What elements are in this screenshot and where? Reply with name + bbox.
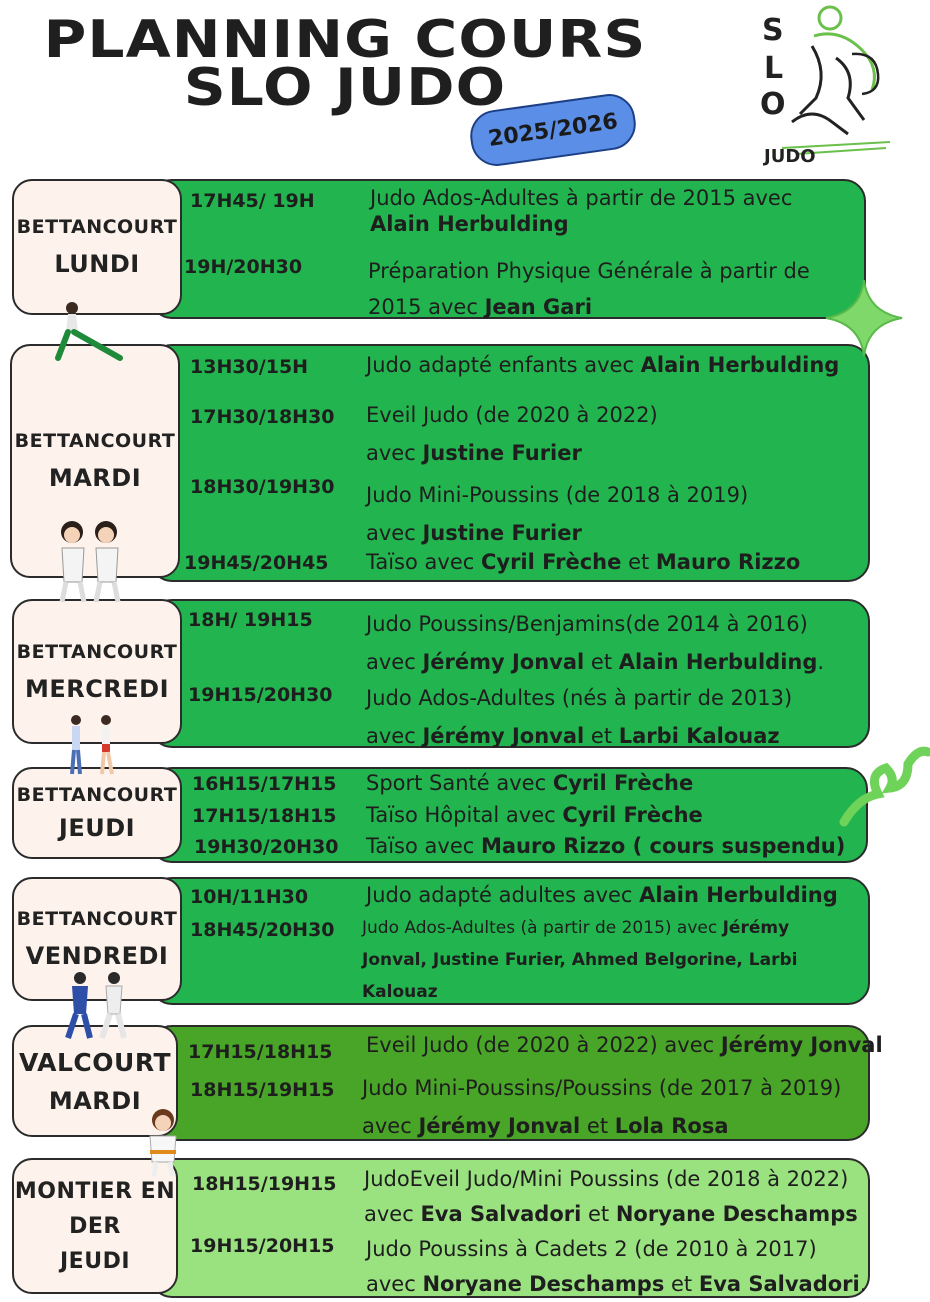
slot-description: Judo Mini-Poussins (de 2018 à 2019) avec Justine Furier — [366, 483, 749, 545]
page-title-line1: PLANNING COURS — [43, 10, 647, 70]
slot-time: 18H15/19H15 — [190, 1079, 335, 1101]
place-name: BETTANCOURT — [16, 216, 178, 238]
slot-time: 13H30/15H — [190, 356, 309, 378]
sparkle-star-icon — [824, 278, 904, 358]
day-name: MERCREDI — [24, 674, 170, 703]
slot-description: Judo Mini-Poussins/Poussins (de 2017 à 2019) avec Jérémy Jonval et Lola Rosa — [362, 1076, 842, 1138]
slot-time: 17H45/ 19H — [190, 190, 315, 212]
slot-time: 10H/11H30 — [190, 886, 309, 908]
slot-time: 19H15/20H30 — [188, 684, 333, 706]
logo-letter-l: L — [764, 51, 784, 86]
slot-time: 18H30/19H30 — [190, 476, 335, 498]
slot-description: Taïso Hôpital avec Cyril Frèche — [366, 803, 703, 827]
logo-letter-o: O — [760, 87, 786, 122]
logo-caption: JUDO — [764, 146, 816, 167]
stretching-woman-icon — [50, 300, 132, 366]
place-name: BETTANCOURT — [16, 640, 178, 663]
day-name: JEUDI — [59, 1248, 131, 1274]
club-logo — [752, 2, 902, 170]
slot-time: 19H15/20H15 — [190, 1235, 335, 1257]
season-badge: 2025/2026 — [467, 91, 639, 170]
slot-description: Eveil Judo (de 2020 à 2022) avec Justine Furier — [366, 403, 658, 465]
slot-description: Taïso avec Cyril Frèche et Mauro Rizzo — [366, 550, 801, 574]
slot-description: Préparation Physique Générale à partir de 2015 avec Jean Gari — [368, 259, 810, 319]
slot-description: Judo Poussins à Cadets 2 (de 2010 à 2017) avec Noryane Deschamps et Eva Salvadori. — [366, 1237, 867, 1296]
slot-description: JudoEveil Judo/Mini Poussins (de 2018 à 2022) avec Eva Salvadori et Noryane Deschamps — [364, 1167, 858, 1226]
day-name: MARDI — [48, 1086, 142, 1115]
day-label-montier-en-der-jeudi — [12, 1158, 178, 1294]
exercise-people-icon — [60, 712, 126, 776]
page-title-line2: SLO JUDO — [183, 58, 507, 118]
judo-fighters-icon — [60, 970, 134, 1040]
day-label-bettancourt-lundi — [12, 179, 182, 315]
slot-time: 19H45/20H45 — [184, 552, 329, 574]
day-name: LUNDI — [54, 250, 140, 278]
judo-kids-icon — [52, 518, 128, 604]
slot-time: 17H15/18H15 — [192, 805, 337, 827]
slot-description: Judo Ados-Adultes (nés à partir de 2013) avec Jérémy Jonval et Larbi Kalouaz — [366, 686, 793, 748]
logo-letter-s: S — [762, 13, 784, 48]
day-name: MARDI — [48, 464, 142, 492]
slot-description: Eveil Judo (de 2020 à 2022) avec Jérémy Jonval — [366, 1033, 883, 1057]
day-label-bettancourt-jeudi — [12, 767, 182, 859]
place-name-line1: MONTIER EN — [14, 1178, 176, 1204]
slot-description: Sport Santé avec Cyril Frèche — [366, 771, 694, 795]
place-name: BETTANCOURT — [14, 430, 176, 452]
slot-time: 18H15/19H15 — [192, 1173, 337, 1195]
slot-description: Judo adapté adultes avec Alain Herbulding — [366, 883, 838, 907]
slot-description: Judo Ados-Adultes (à partir de 2015) avec Jérémy Jonval, Justine Furier, Ahmed Belgorine, Larbi Kalouaz — [362, 918, 798, 1002]
place-name: BETTANCOURT — [16, 784, 178, 806]
place-name: BETTANCOURT — [16, 908, 178, 930]
place-name-line2: DER — [69, 1213, 121, 1239]
slot-time: 17H30/18H30 — [190, 406, 335, 428]
place-name: VALCOURT — [18, 1047, 171, 1077]
slot-description: Judo Poussins/Benjamins(de 2014 à 2016) avec Jérémy Jonval et Alain Herbulding. — [366, 612, 825, 674]
day-name: VENDREDI — [25, 942, 169, 970]
slot-time: 17H15/18H15 — [188, 1041, 333, 1063]
slot-time: 18H/ 19H15 — [188, 609, 313, 631]
slot-time: 16H15/17H15 — [192, 773, 337, 795]
slot-time: 18H45/20H30 — [190, 919, 335, 941]
slot-description: Taïso avec Mauro Rizzo ( cours suspendu) — [366, 834, 846, 858]
slot-time: 19H30/20H30 — [194, 836, 339, 858]
slot-description: Judo Ados-Adultes à partir de 2015 avec Alain Herbulding — [370, 186, 793, 236]
slot-description: Judo adapté enfants avec Alain Herbulding — [366, 353, 840, 377]
day-name: JEUDI — [58, 814, 136, 842]
slot-time: 19H/20H30 — [184, 256, 303, 278]
judo-girl-icon — [140, 1108, 186, 1178]
green-spiral-icon — [838, 728, 930, 828]
